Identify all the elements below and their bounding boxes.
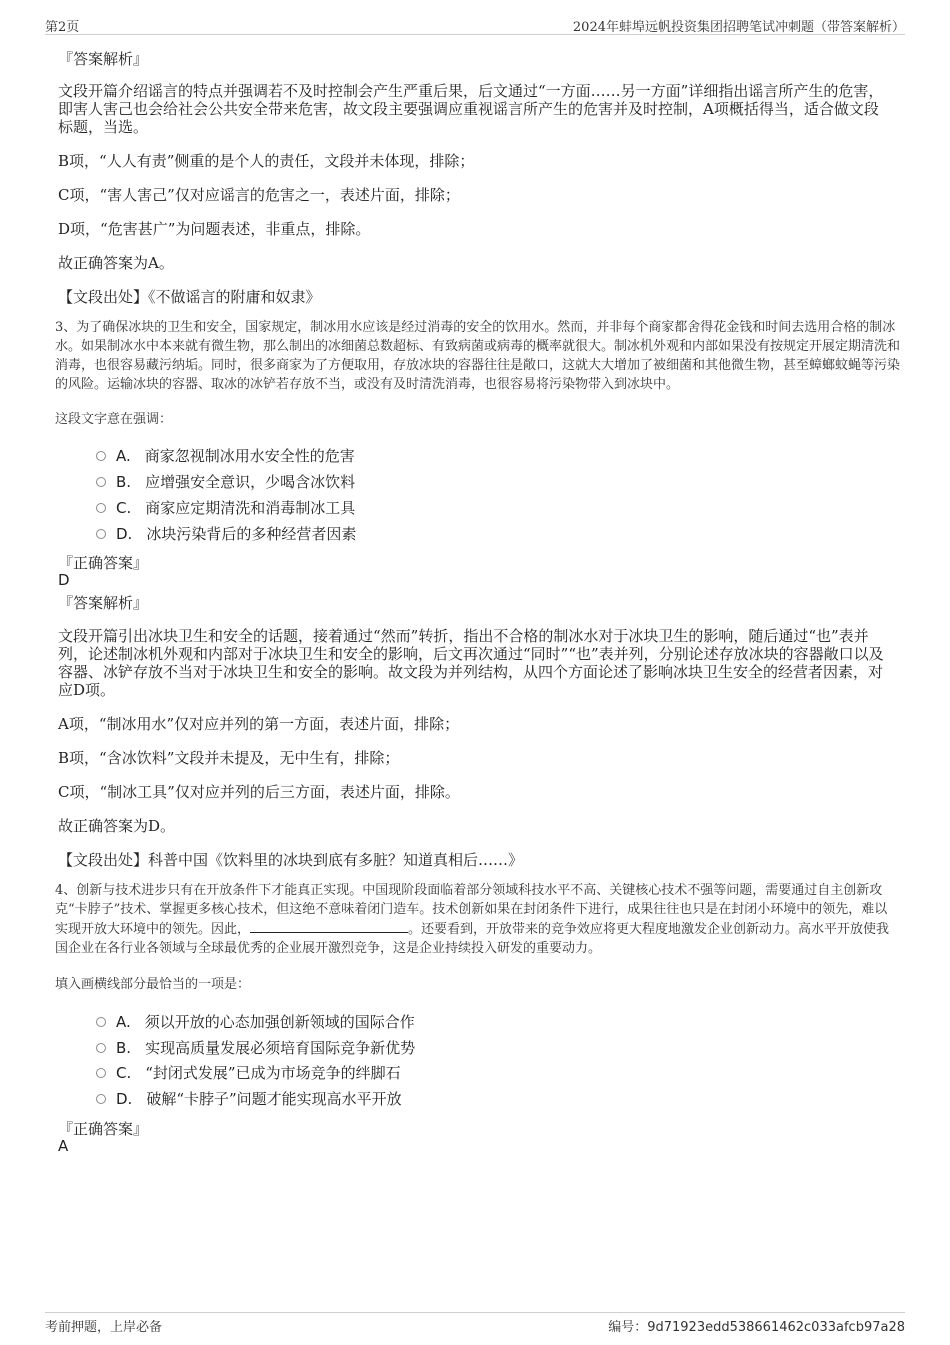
question-3-option-c[interactable]: C. 商家应定期清洗和消毒制冰工具 bbox=[96, 499, 355, 517]
conclusion: 故正确答案为A。 bbox=[58, 254, 174, 272]
question-3-option-a[interactable]: A. 商家忽视制冰用水安全性的危害 bbox=[96, 447, 355, 465]
correct-answer: A bbox=[58, 1137, 69, 1155]
analysis-label: 『答案解析』 bbox=[58, 50, 149, 68]
footer-slogan: 考前押题，上岸必备 bbox=[45, 1320, 163, 1335]
source-citation: 【文段出处】《不做谣言的附庸和奴隶》 bbox=[58, 288, 321, 306]
radio-icon[interactable] bbox=[96, 451, 106, 461]
option-note-b: B项，“人人有责”侧重的是个人的责任，文段并未体现，排除； bbox=[58, 152, 475, 170]
radio-icon[interactable] bbox=[96, 1068, 106, 1078]
conclusion: 故正确答案为D。 bbox=[58, 817, 176, 835]
question-4-option-a[interactable]: A. 须以开放的心态加强创新领域的国际合作 bbox=[96, 1013, 415, 1031]
option-note-a: A项，“制冰用水”仅对应并列的第一方面，表述片面，排除； bbox=[58, 715, 460, 733]
radio-icon[interactable] bbox=[96, 503, 106, 513]
question-4-option-d[interactable]: D. 破解“卡脖子”问题才能实现高水平开放 bbox=[96, 1090, 402, 1108]
answer-label: 『正确答案』 bbox=[58, 1120, 149, 1138]
option-note-d: D项，“危害甚广”为问题表述，非重点，排除。 bbox=[58, 220, 371, 238]
question-3-stem: 3、为了确保冰块的卫生和安全，国家规定，制冰用水应该是经过消毒的安全的饮用水。然而，并非每个商家都舍得花金钱和时间去选用合格的制冰水。如果制冰水中本来就有微生物，那么制出的冰细菌总数超标、有致病菌或病毒的概率就很大。制冰机外观和内部如果没有按规定开展定期清洗和消毒，也很容易藏污纳垢。同时，很多商家为了方便取用，存放冰块的容器往往是敞口，这就大大增加了被细菌和其他微生物，甚至蟑螂蚊蝇等污染的风险。运输冰块的容器、取冰的冰铲若存放不当，或没有及时清洗消毒，也很容易将污染物带入到冰块中。 bbox=[55, 320, 901, 392]
question-3-option-d[interactable]: D. 冰块污染背后的多种经营者因素 bbox=[96, 525, 356, 543]
page-footer bbox=[45, 1312, 905, 1335]
radio-icon[interactable] bbox=[96, 529, 106, 539]
page-number: 第2页 bbox=[45, 20, 80, 35]
question-4-option-b[interactable]: B. 实现高质量发展必须培育国际竞争新优势 bbox=[96, 1039, 415, 1057]
source-citation: 【文段出处】科普中国《饮料里的冰块到底有多脏？知道真相后……》 bbox=[58, 851, 524, 869]
document-title: 2024年蚌埠远帆投资集团招聘笔试冲刺题（带答案解析） bbox=[572, 20, 905, 35]
question-3-prompt: 这段文字意在强调： bbox=[55, 412, 173, 427]
radio-icon[interactable] bbox=[96, 1017, 106, 1027]
question-4-option-c[interactable]: C. “封闭式发展”已成为市场竞争的绊脚石 bbox=[96, 1064, 401, 1082]
option-note-b: B项，“含冰饮料”文段并未提及，无中生有，排除； bbox=[58, 749, 400, 767]
radio-icon[interactable] bbox=[96, 1094, 106, 1104]
correct-answer: D bbox=[58, 571, 70, 589]
analysis-text: 文段开篇引出冰块卫生和安全的话题，接着通过“然而”转折，指出不合格的制冰水对于冰块卫生的影响，随后通过“也”表并列，论述制冰机外观和内部对于冰块卫生和安全的影响，后文再次通过“同时”“也”表并列，分别论述存放冰块的容器敞口以及容器、冰铲存放不当对于冰块卫生和安全的影响。故文段为并列结构，从四个方面论述了影响冰块卫生安全的经营者因素，对应D项。 bbox=[58, 627, 884, 699]
question-3-option-b[interactable]: B. 应增强安全意识，少喝含冰饮料 bbox=[96, 473, 355, 491]
question-4-prompt: 填入画横线部分最恰当的一项是： bbox=[55, 977, 251, 992]
fill-in-blank bbox=[250, 919, 408, 933]
radio-icon[interactable] bbox=[96, 477, 106, 487]
page-header bbox=[45, 14, 905, 35]
analysis-text: 文段开篇介绍谣言的特点并强调若不及时控制会产生严重后果，后文通过“一方面……另一方面”详细指出谣言所产生的危害，即害人害己也会给社会公共安全带来危害，故文段主要强调应重视谣言所产生的危害并及时控制，A项概括得当，适合做文段标题，当选。 bbox=[58, 82, 884, 136]
question-4-stem: 4、创新与技术进步只有在开放条件下才能真正实现。中国现阶段面临着部分领域科技水平不高、关键核心技术不强等问题，需要通过自主创新攻克“卡脖子”技术、掌握更多核心技术，但这绝不意味着闭门造车。技术创新如果在封闭条件下进行，成果往往也只是在封闭小环境中的领先，难以实现开放大环境中的领先。因此， 。还要看到，开放带来的竞争效应将更大程度地激发企业创新动力。高水平开放使我国企业在各行业各领域与全球最优秀的企业展开激烈竞争，这是企业持续投入研发的重要动力。 bbox=[55, 883, 890, 956]
radio-icon[interactable] bbox=[96, 1043, 106, 1053]
analysis-label: 『答案解析』 bbox=[58, 594, 149, 612]
document-serial: 编号：9d71923edd538661462c033afcb97a28 bbox=[608, 1320, 905, 1335]
option-note-c: C项，“害人害己”仅对应谣言的危害之一，表述片面，排除； bbox=[58, 186, 460, 204]
option-note-c: C项，“制冰工具”仅对应并列的后三方面，表述片面，排除。 bbox=[58, 783, 460, 801]
answer-label: 『正确答案』 bbox=[58, 554, 149, 572]
